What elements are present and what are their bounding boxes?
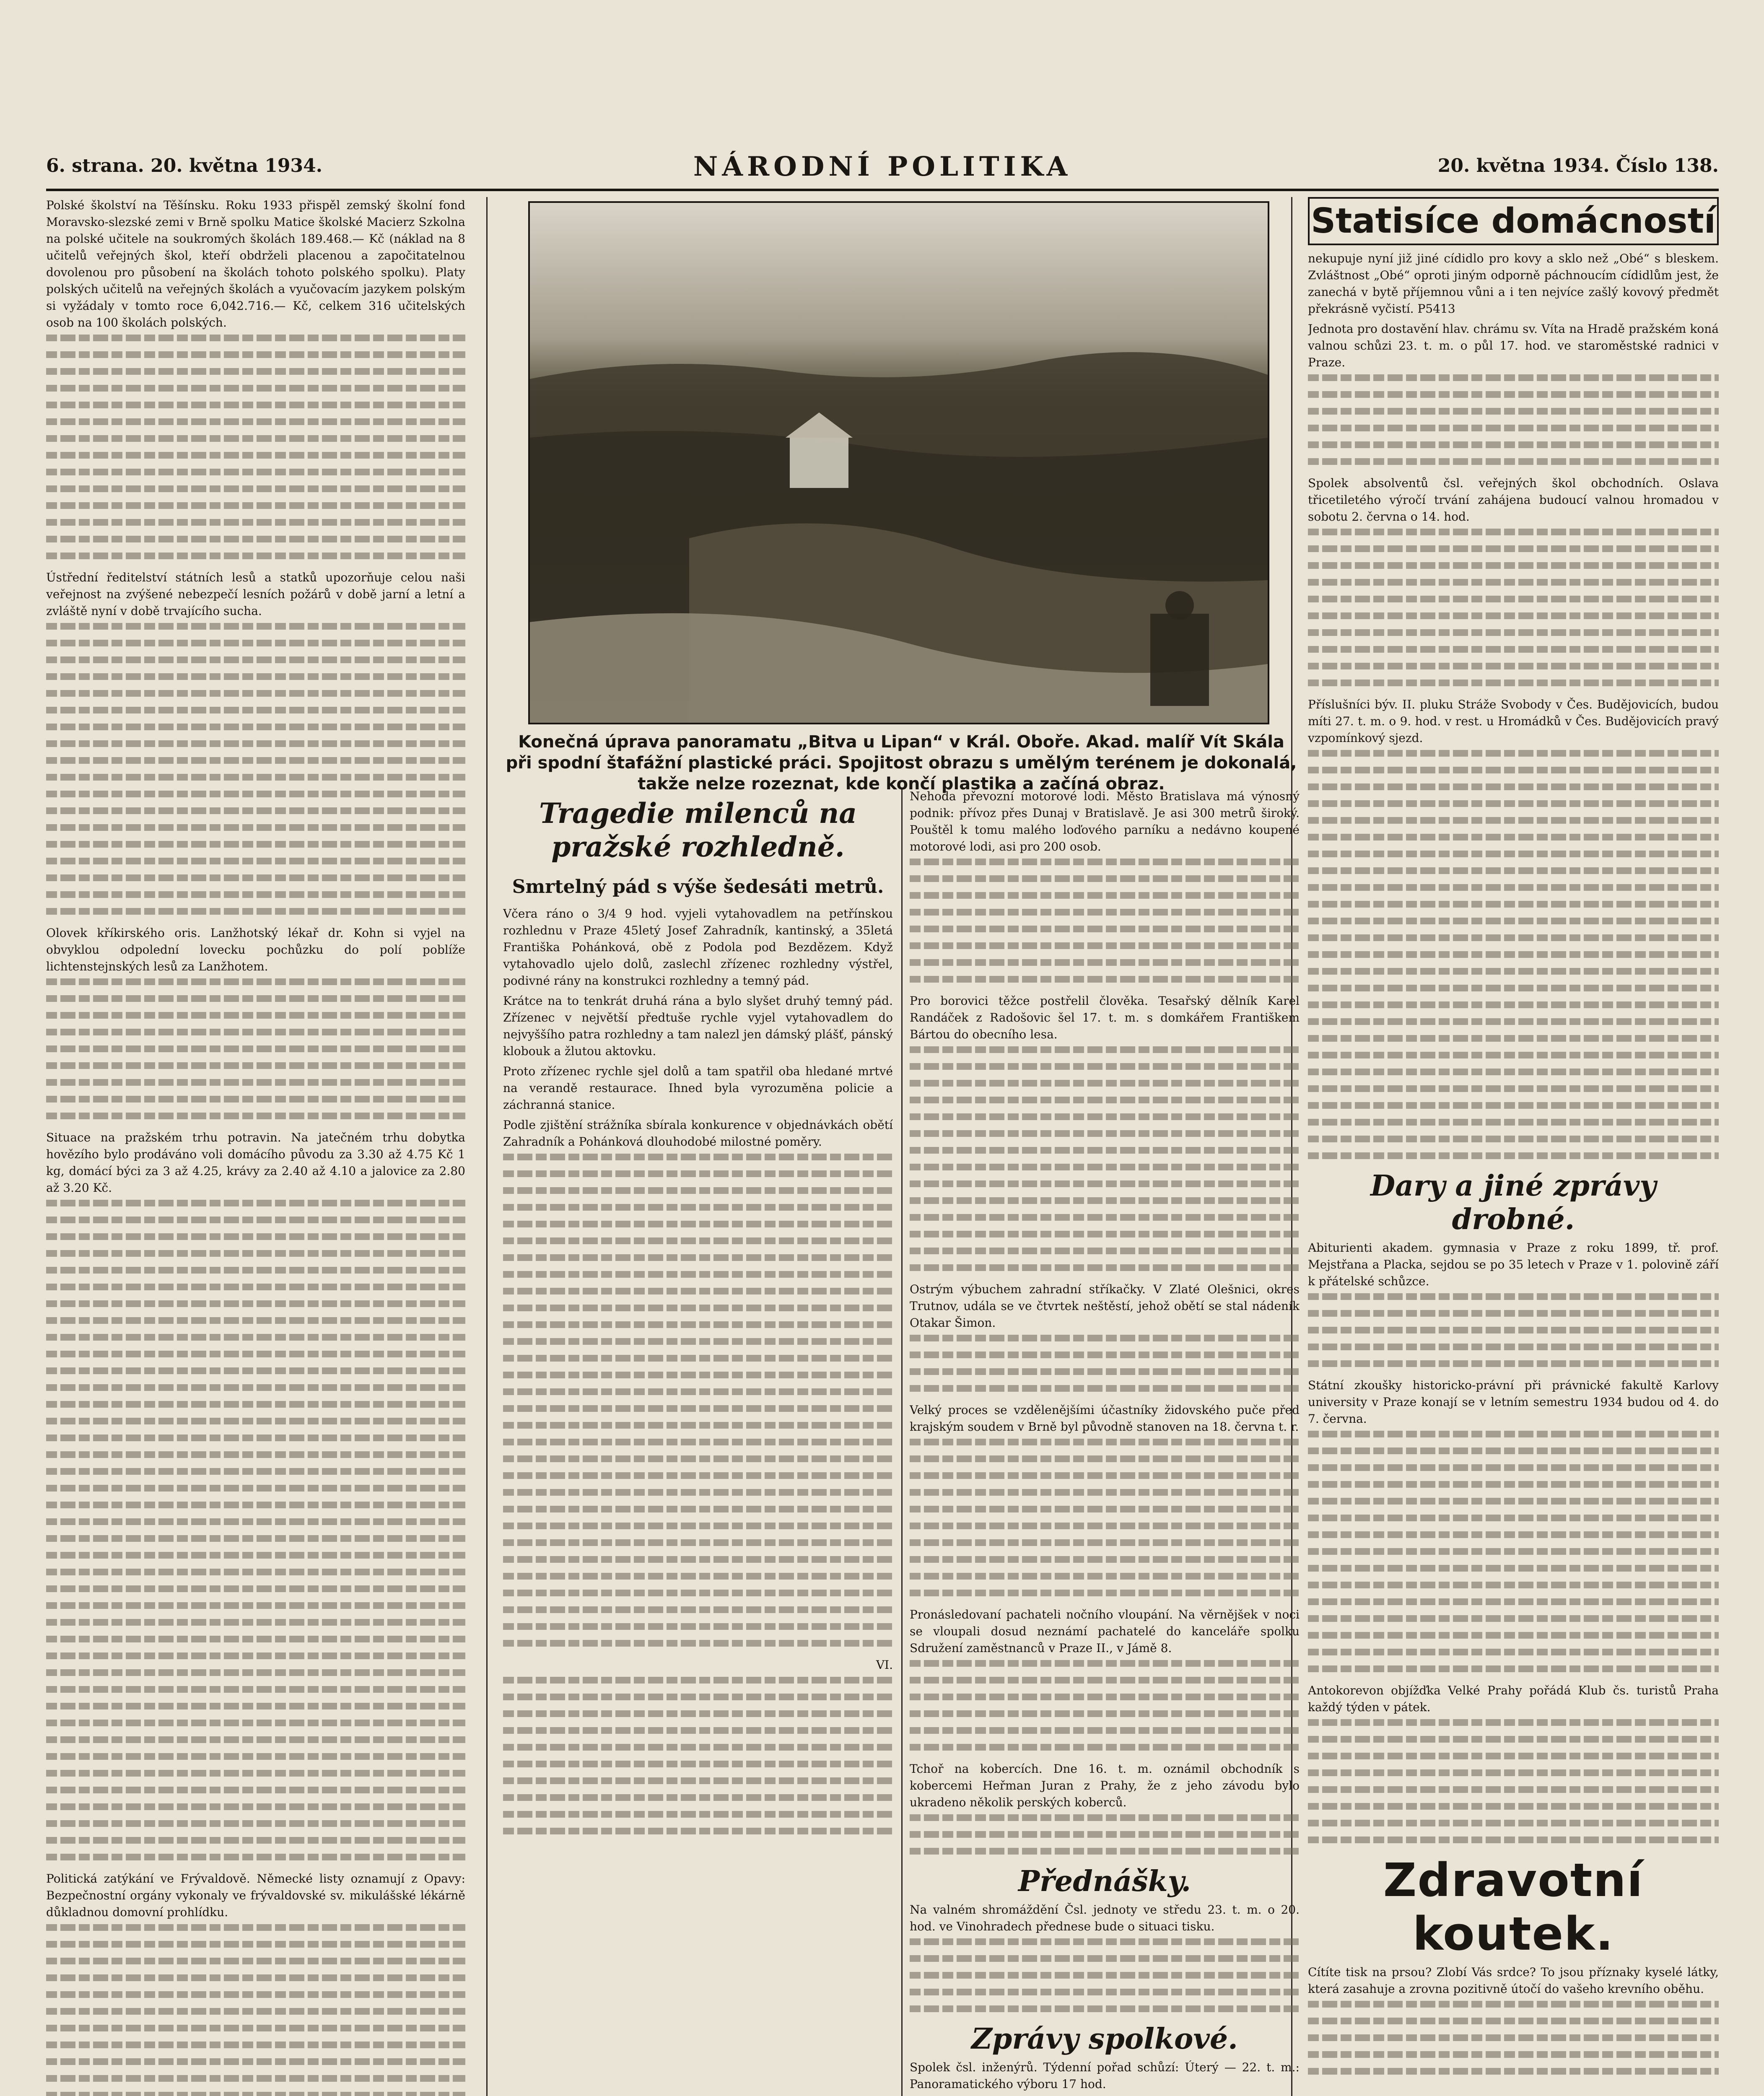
text-lines [910,1660,1300,1751]
article-sprayer: Ostrým výbuchem zahradní stříkačky. V Zlaté Olešnici, okres Trutnov, udála se ve čtvrtek neštěstí, jehož obětí se stal nádeník Otakar Šimon. [910,1282,1300,1330]
column-right [1308,197,1719,2096]
notice-item: Příslušníci býv. II. pluku Stráže Svobody v Čes. Budějovicích, budou míti 27. t. m. o 9. hod. v rest. u Hromádků v Čes. Budějovicích pravý vzpomínkový sjezd. [1308,698,1719,745]
page-number-date: 6. strana. 20. května 1934. [46,155,323,176]
column-rule [486,197,488,2096]
photo-illustration [530,203,1268,723]
text-lines [503,1154,893,1647]
article-forest-fires: Ústřední ředitelství státních lesů a statků upozorňuje celou naši veřejnost na zvýšené nebezpečí lesních požárů v době jarní a letní a zvláště nyní v době trvajícího sucha. [46,571,465,618]
advert-heading: Statisíce domácností [1308,197,1719,245]
notice-item: Abiturienti akadem. gymnasia v Praze z roku 1899, tř. prof. Mejstřana a Placka, sejdou se po 35 letech v Praze v 1. polovině září k přátelské schůzce. [1308,1241,1719,1288]
article-trial: Velký proces se vzdělenějšími účastníky židovského puče před krajským soudem v Brně byl původně stanoven na 18. června t. r. [910,1403,1300,1434]
text-lines [46,335,465,559]
article-polish-schools: Polské školství na Těšínsku. Roku 1933 přispěl zemský školní fond Moravsko-slezské zemi v Brně spolku Matice školské Macierz Szkolna na polské učitele na soukromých školách 189.468.— Kč (náklad na 8 učitelů veřejných škol, kteří obdrželi placenou a započitatelnou dovolenou pro působení na školách tohoto polského spolku). Platy polských učitelů na veřejných školách a vyučovacím jazykem polským si vyžádaly v tomto roce 6,042.716.— Kč, celkem 316 učitelských osob na 100 školách polských. [46,198,465,329]
text-lines [46,623,465,915]
section-heading-gifts: Dary a jiné zprávy drobné. [1370,1169,1656,1236]
text-lines [910,1938,1300,2012]
notice-item: Spolek absolventů čsl. veřejných škol obchodních. Oslava třicetiletého výročí trvání zahájena budoucí valnou hromadou v sobotu 2. června o 14. hod. [1308,476,1719,524]
society-item: Spolek čsl. inženýrů. Týdenní pořad schůzí: Úterý — 22. t. m.: Panoramatického výboru 17 hod. [910,2060,1300,2091]
notice-item: Státní zkoušky historicko-právní při právnické fakultě Karlovy university v Praze konají se v letním semestru 1934 budou od 4. do 7. června. [1308,1378,1719,1426]
article-headline: Tragedie milenců na pražské rozhledně. [539,797,857,863]
article-paragraph: Včera ráno o 3/4 9 hod. vyjeli vytahovadlem na petřínskou rozhlednu v Praze 45letý Josef Zahradník, kantinský, a 35letá Františka Pohánková, obě z Podola pod Bezdězem. Když vytahovadlo ujelo dolů, zaslechl zřízenec rozhledny výstřel, podivné rány na konstrukci rozhledny a temný pád. [503,907,893,988]
text-lines [910,1046,1300,1271]
text-lines [1308,750,1719,1159]
article-shooting: Pro borovici těžce postřelil člověka. Tesařský dělník Karel Randáček z Radošovic šel 17. t. m. s domkářem Františkem Bártou do obecního lesa. [910,994,1300,1041]
article-paragraph: Podle zjištění strážníka sbírala konkurence v objednávkách obětí Zahradník a Pohánková dlouhodobé milostné poměry. [503,1118,893,1149]
text-lines [46,978,465,1119]
masthead [46,151,1719,191]
text-lines [46,1924,465,2096]
text-lines [1308,2001,1719,2075]
newspaper-title: NÁRODNÍ POLITIKA [693,151,1072,182]
article-paragraph: Krátce na to tenkrát druhá rána a bylo slyšet druhý temný pád. Zřízenec v největší předtuše rychle vyjel vytahovadlem do nejvyššího patra rozhledny a tam nalezl jen dámský plášť, pánský klobouk a žlutou aktovku. [503,994,893,1058]
article-carpets: Tchoř na kobercích. Dne 16. t. m. oznámil obchodník s kobercemi Heřman Juran z Prahy, že z jeho závodu bylo ukradeno několik perských koberců. [910,1762,1300,1809]
notice-item: Jednota pro dostavění hlav. chrámu sv. Víta na Hradě pražském koná valnou schůzi 23. t. m. o půl 17. hod. ve staroměstské radnici v Praze. [1308,322,1719,369]
article-arrests-frývaldov: Politická zatýkání ve Frývaldově. Německé listy oznamují z Opavy: Bezpečnostní orgány vykonaly ve frývaldovské sv. mikulášské lékárně důkladnou domovní prohlídku. [46,1872,465,1919]
text-lines [503,1677,893,1834]
section-heading-health: Zdravotní koutek. [1383,1853,1644,1961]
column-rule [901,788,903,2096]
article-paragraph: Proto zřízenec rychle sjel dolů a tam spatřil oba hledané mrtvé na verandě restaurace. Ihned byla vyrozuměna policie a záchranná stanice. [503,1064,893,1112]
article-burglary: Pronásledovaní pachateli nočního vloupání. Na věrnějšek v noci se vloupali dosud neznámí pachatelé do kanceláře spolku Sdružení zaměstnanců v Praze II., v Jámě 8. [910,1608,1300,1655]
column-left [46,197,465,2096]
text-lines [910,859,1300,983]
column-middle-right [910,788,1300,2096]
article-signature: VI. [876,1658,893,1672]
text-lines [1308,529,1719,686]
issue-date-number: 20. května 1934. Číslo 138. [1437,155,1719,176]
article-body [503,905,893,2037]
text-lines [910,1335,1300,1392]
text-lines [910,1439,1300,1596]
text-lines [1308,1293,1719,1367]
article-motorboat: Nehoda převozní motorové lodi. Město Bratislava má výnosný podnik: přívoz přes Dunaj v Bratislavě. Je asi 300 metrů široký. Pouštěl k tomu malého loďového parníku a nedávno koupené motorové lodi, asi pro 200 osob. [910,789,1300,853]
text-lines [46,1200,465,1860]
lecture-item: Na valném shromáždění Čsl. jednoty ve středu 23. t. m. o 20. hod. ve Vinohradech přednese bude o situaci tisku. [910,1903,1300,1933]
section-heading-lectures: Přednášky. [1018,1865,1191,1898]
advert-text: nekupuje nyní již jiné cídidlo pro kovy a sklo než „Obé“ s bleskem. Zvláštnost „Obé“ oproti jiným odporně páchnoucím cídidlům jest, že zanechá v bytě příjemnou vůni a i ten nejvíce zašlý kovový předmět překrásně vyčistí. P5413 [1308,252,1719,316]
photo-caption: Konečná úprava panoramatu „Bitva u Lipan“ v Král. Oboře. Akad. malíř Vít Skála při spodní štafážní plastické práci. Spojitost obrazu s umělým terénem je dokonalá, takže nelze rozeznat, kde končí plastika a začíná obraz. [506,732,1297,794]
notice-item: Antokorevon objížďka Velké Prahy pořádá Klub čs. turistů Praha každý týden v pátek. [1308,1684,1719,1714]
panorama-photo [528,201,1269,724]
health-advert-text: Cítíte tisk na prsou? Zlobí Vás srdce? To jsou příznaky kyselé látky, která zasahuje a zrovna pozitivně útočí do vašeho krevního oběhu. [1308,1965,1719,1996]
section-heading-societies: Zprávy spolkové. [971,2022,1238,2056]
text-lines [1308,1719,1719,1843]
text-lines [910,1814,1300,1855]
article-hunter: Olovek kříkirského oris. Lanžhotský lékař dr. Kohn si vyjel na obvyklou odpolední lovecku pochůzku do polí poblíže lichtenstejnských lesů za Lanžhotem. [46,926,465,973]
article-market-situation: Situace na pražském trhu potravin. Na jatečném trhu dobytka hovězího bylo prodáváno voli domácího původu za 3.30 až 4.75 Kč 1 kg, domácí býci za 3 až 4.25, krávy za 2.40 až 4.10 a jalovice za 2.80 až 3.20 Kč. [46,1131,465,1195]
article-subheadline: Smrtelný pád s výše šedesáti metrů. [512,876,884,898]
text-lines [1308,1431,1719,1672]
text-lines [1308,374,1719,465]
